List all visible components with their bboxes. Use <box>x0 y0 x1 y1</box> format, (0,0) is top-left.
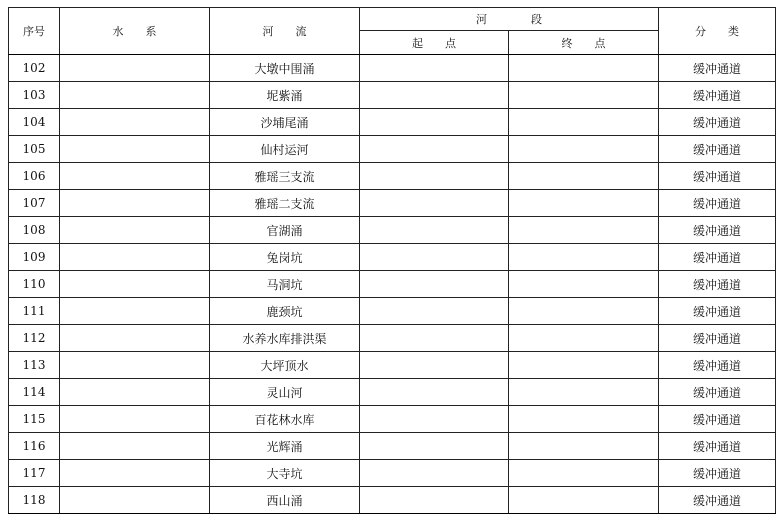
table-row <box>9 190 776 217</box>
cell-end <box>509 460 659 487</box>
cell-end <box>509 487 659 514</box>
cell-end <box>509 379 659 406</box>
cell-system <box>60 433 210 460</box>
cell-start <box>360 190 509 217</box>
table-body <box>9 55 776 514</box>
cell-category: 缓冲通道 <box>659 487 776 514</box>
cell-river: 马洞坑 <box>210 271 360 298</box>
cell-category: 缓冲通道 <box>659 298 776 325</box>
cell-start <box>360 163 509 190</box>
cell-index: 102 <box>9 55 60 82</box>
cell-end <box>509 190 659 217</box>
header-river: 河 流 <box>210 8 360 55</box>
table-row <box>9 325 776 352</box>
cell-system <box>60 298 210 325</box>
cell-index: 111 <box>9 298 60 325</box>
cell-start <box>360 325 509 352</box>
cell-system <box>60 82 210 109</box>
cell-river: 坭紫涌 <box>210 82 360 109</box>
cell-river: 鹿颈坑 <box>210 298 360 325</box>
cell-index: 114 <box>9 379 60 406</box>
cell-start <box>360 109 509 136</box>
table-row <box>9 298 776 325</box>
table-row <box>9 406 776 433</box>
cell-river: 大坪顶水 <box>210 352 360 379</box>
cell-index: 116 <box>9 433 60 460</box>
cell-category: 缓冲通道 <box>659 460 776 487</box>
cell-end <box>509 352 659 379</box>
cell-category: 缓冲通道 <box>659 244 776 271</box>
cell-river: 水养水库排洪渠 <box>210 325 360 352</box>
cell-river: 雅瑶三支流 <box>210 163 360 190</box>
river-table-container <box>8 7 775 514</box>
cell-category: 缓冲通道 <box>659 352 776 379</box>
cell-river: 兔岗坑 <box>210 244 360 271</box>
header-end: 终 点 <box>509 31 659 55</box>
cell-index: 112 <box>9 325 60 352</box>
cell-system <box>60 487 210 514</box>
table-row <box>9 487 776 514</box>
cell-end <box>509 109 659 136</box>
cell-river: 西山涌 <box>210 487 360 514</box>
cell-start <box>360 487 509 514</box>
cell-index: 113 <box>9 352 60 379</box>
cell-category: 缓冲通道 <box>659 82 776 109</box>
header-category: 分 类 <box>659 8 776 55</box>
table-row <box>9 163 776 190</box>
cell-category: 缓冲通道 <box>659 190 776 217</box>
cell-end <box>509 271 659 298</box>
table-row <box>9 109 776 136</box>
cell-index: 109 <box>9 244 60 271</box>
cell-system <box>60 325 210 352</box>
cell-index: 104 <box>9 109 60 136</box>
cell-start <box>360 82 509 109</box>
cell-river: 沙埔尾涌 <box>210 109 360 136</box>
cell-river: 官湖涌 <box>210 217 360 244</box>
table-row <box>9 271 776 298</box>
cell-end <box>509 163 659 190</box>
cell-start <box>360 271 509 298</box>
cell-system <box>60 190 210 217</box>
cell-system <box>60 55 210 82</box>
cell-index: 117 <box>9 460 60 487</box>
river-table <box>8 7 776 514</box>
table-row <box>9 379 776 406</box>
cell-end <box>509 406 659 433</box>
header-section: 河 段 <box>360 8 659 31</box>
cell-end <box>509 55 659 82</box>
cell-index: 108 <box>9 217 60 244</box>
cell-category: 缓冲通道 <box>659 109 776 136</box>
table-row <box>9 460 776 487</box>
header-system: 水 系 <box>60 8 210 55</box>
cell-river: 百花林水库 <box>210 406 360 433</box>
cell-system <box>60 406 210 433</box>
cell-index: 106 <box>9 163 60 190</box>
cell-river: 仙村运河 <box>210 136 360 163</box>
cell-end <box>509 325 659 352</box>
cell-category: 缓冲通道 <box>659 136 776 163</box>
cell-start <box>360 136 509 163</box>
cell-category: 缓冲通道 <box>659 325 776 352</box>
cell-start <box>360 406 509 433</box>
cell-index: 103 <box>9 82 60 109</box>
table-row <box>9 55 776 82</box>
cell-system <box>60 352 210 379</box>
cell-start <box>360 460 509 487</box>
cell-category: 缓冲通道 <box>659 217 776 244</box>
cell-category: 缓冲通道 <box>659 55 776 82</box>
cell-category: 缓冲通道 <box>659 379 776 406</box>
cell-category: 缓冲通道 <box>659 406 776 433</box>
cell-index: 115 <box>9 406 60 433</box>
table-row <box>9 352 776 379</box>
cell-index: 118 <box>9 487 60 514</box>
cell-system <box>60 271 210 298</box>
cell-end <box>509 433 659 460</box>
cell-system <box>60 460 210 487</box>
cell-river: 光辉涌 <box>210 433 360 460</box>
cell-end <box>509 82 659 109</box>
table-row <box>9 433 776 460</box>
cell-system <box>60 244 210 271</box>
cell-start <box>360 244 509 271</box>
table-row <box>9 82 776 109</box>
cell-system <box>60 217 210 244</box>
header-index: 序号 <box>9 8 60 55</box>
cell-index: 105 <box>9 136 60 163</box>
table-header <box>9 8 776 55</box>
cell-river: 灵山河 <box>210 379 360 406</box>
table-row <box>9 136 776 163</box>
cell-river: 雅瑶二支流 <box>210 190 360 217</box>
cell-river: 大寺坑 <box>210 460 360 487</box>
cell-start <box>360 55 509 82</box>
cell-end <box>509 244 659 271</box>
cell-system <box>60 109 210 136</box>
cell-category: 缓冲通道 <box>659 271 776 298</box>
cell-end <box>509 217 659 244</box>
cell-system <box>60 136 210 163</box>
table-row <box>9 217 776 244</box>
cell-category: 缓冲通道 <box>659 163 776 190</box>
cell-start <box>360 352 509 379</box>
cell-river: 大墩中围涌 <box>210 55 360 82</box>
cell-end <box>509 136 659 163</box>
cell-index: 110 <box>9 271 60 298</box>
table-row <box>9 244 776 271</box>
header-start: 起 点 <box>360 31 509 55</box>
cell-index: 107 <box>9 190 60 217</box>
cell-start <box>360 433 509 460</box>
cell-system <box>60 163 210 190</box>
cell-end <box>509 298 659 325</box>
cell-start <box>360 379 509 406</box>
cell-start <box>360 298 509 325</box>
cell-system <box>60 379 210 406</box>
cell-category: 缓冲通道 <box>659 433 776 460</box>
cell-start <box>360 217 509 244</box>
